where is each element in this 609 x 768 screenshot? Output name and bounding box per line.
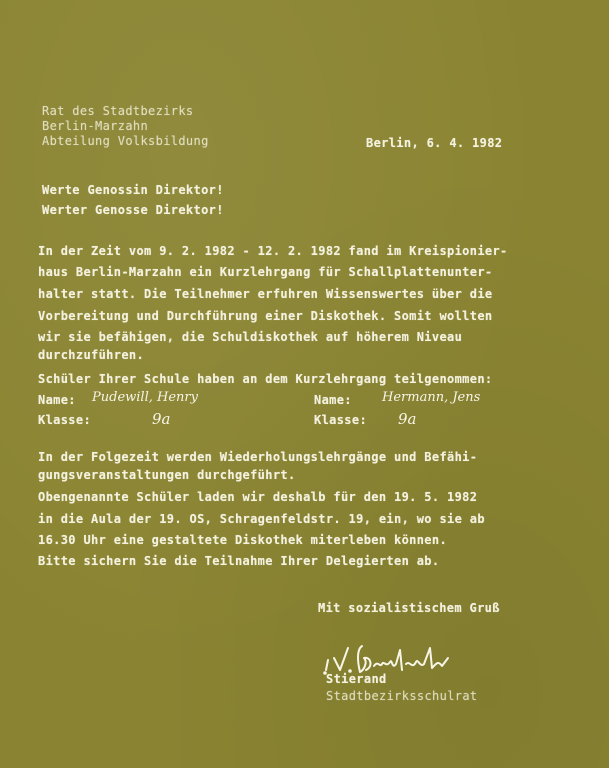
participant-1-class: 9a (152, 410, 171, 428)
body1-line: In der Zeit vom 9. 2. 1982 - 12. 2. 1982 fand im Kreispionier- (38, 244, 508, 258)
signatory-title: Stadtbezirksschulrat (326, 689, 478, 703)
letterhead-line-1: Rat des Stadtbezirks (42, 104, 194, 118)
body1-line: haus Berlin-Marzahn ein Kurzlehrgang für Schallplattenunter- (38, 265, 493, 279)
participant-2-name: Hermann, Jens (382, 390, 481, 405)
letterhead-line-2: Berlin-Marzahn (42, 119, 149, 133)
body1-line: Vorbereitung und Durchführung einer Diskothek. Somit wollten (38, 309, 493, 323)
body2-line: Obengenannte Schüler laden wir deshalb für den 19. 5. 1982 (38, 490, 478, 504)
salutation-line-1: Werte Genossin Direktor! (42, 183, 224, 197)
participant-2-class: 9a (398, 410, 417, 428)
body2-line: In der Folgezeit werden Wiederholungslehrgänge und Befähi- (38, 450, 478, 464)
body2-line: Bitte sichern Sie die Teilnahme Ihrer Delegierten ab. (38, 554, 440, 568)
body2-line: gungsveranstaltungen durchgeführt. (38, 468, 296, 482)
participants-intro: Schüler Ihrer Schule haben an dem Kurzlehrgang teilgenommen: (38, 372, 493, 386)
participant-1-name: Pudewill, Henry (92, 390, 198, 405)
participant-2-class-label: Klasse: (314, 413, 368, 427)
body1-line: durchzuführen. (38, 348, 145, 362)
participant-1-class-label: Klasse: (38, 413, 92, 427)
body2-line: in die Aula der 19. OS, Schragenfeldstr. 19, ein, wo sie ab (38, 512, 485, 526)
body1-line: halter statt. Die Teilnehmer erfuhren Wissenswertes über die (38, 287, 493, 301)
body2-line: 16.30 Uhr eine gestaltete Diskothek miterleben können. (38, 533, 448, 547)
closing: Mit sozialistischem Gruß (318, 601, 500, 615)
salutation-line-2: Werter Genosse Direktor! (42, 203, 224, 217)
participant-2-name-label: Name: (314, 393, 352, 407)
handwritten-signature (322, 640, 462, 676)
signatory-name: Stierand (326, 672, 387, 686)
letterhead-line-3: Abteilung Volksbildung (42, 134, 209, 148)
letter-date: Berlin, 6. 4. 1982 (366, 136, 503, 150)
body1-line: wir sie befähigen, die Schuldiskothek auf höherem Niveau (38, 330, 463, 344)
participant-1-name-label: Name: (38, 393, 76, 407)
